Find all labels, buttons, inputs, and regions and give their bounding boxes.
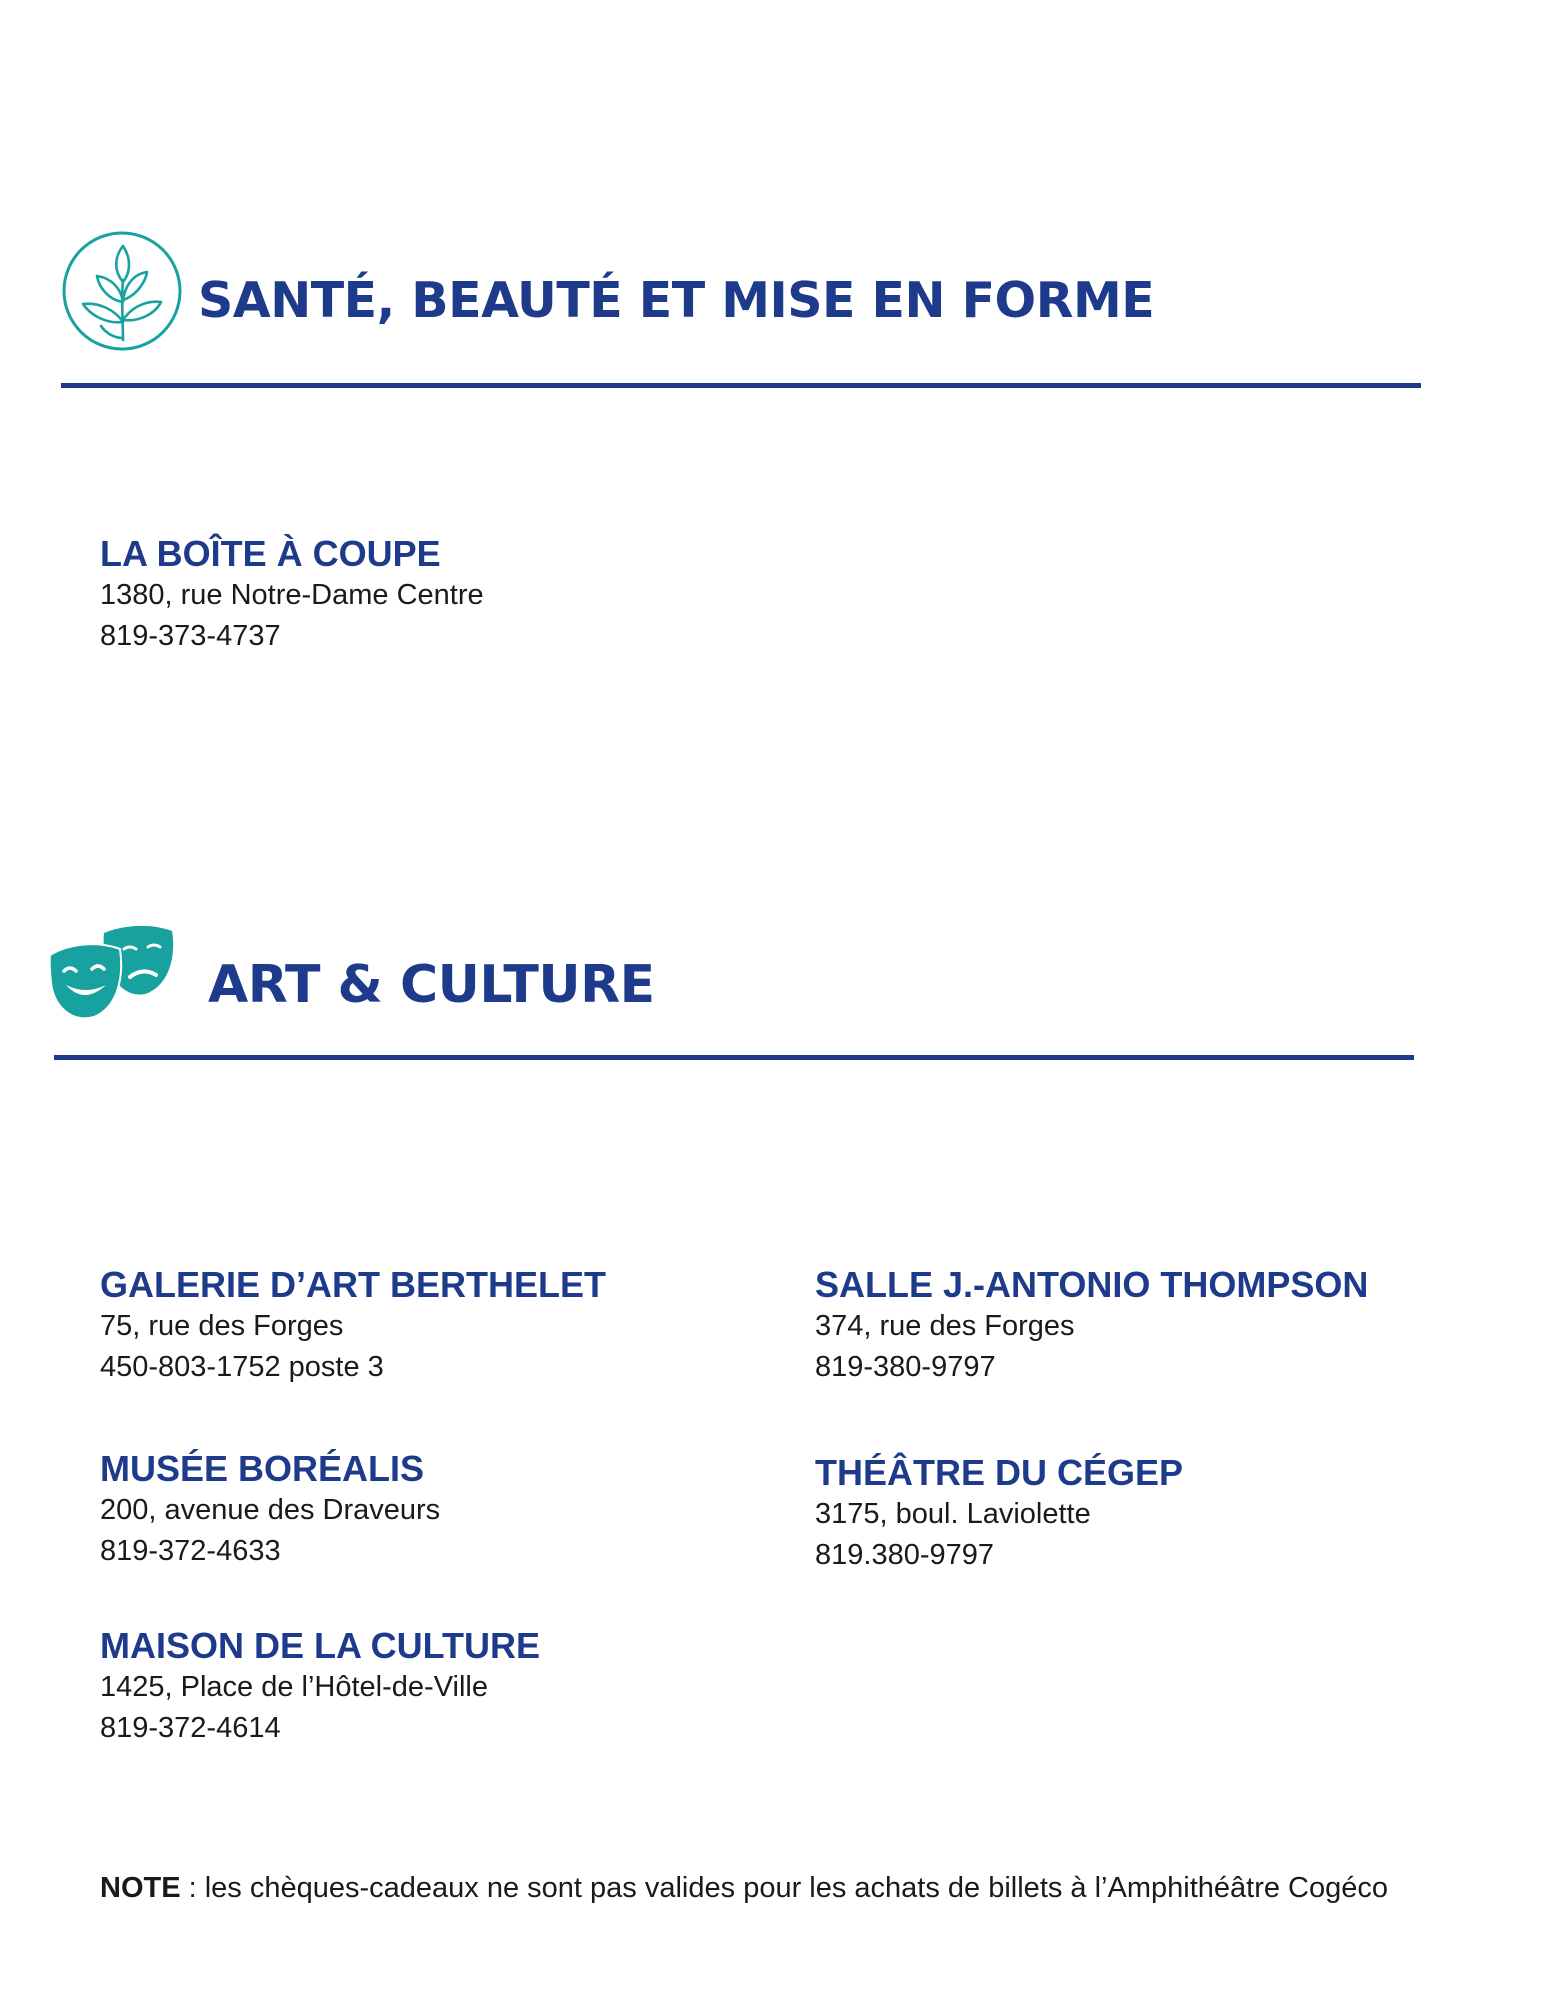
listing-galerie-dart-berthelet [100, 1264, 606, 1388]
note-text: : les chèques-cadeaux ne sont pas valides pour les achats de billets à l’Amphithéâtre Cogéco [180, 1872, 1388, 1904]
listing-theatre-du-cegep [815, 1452, 1183, 1576]
listing-name: MUSÉE BORÉALIS [100, 1448, 425, 1489]
listing-la-boite-a-coupe [100, 533, 484, 657]
listing-address: 75, rue des Forges [100, 1310, 344, 1342]
listing-name: SALLE J.-ANTONIO THOMPSON [815, 1264, 1369, 1305]
listing-name: GALERIE D’ART BERTHELET [100, 1264, 607, 1305]
listing-name: MAISON DE LA CULTURE [100, 1625, 540, 1666]
listing-address: 1425, Place de l’Hôtel-de-Ville [100, 1671, 488, 1703]
listing-phone: 819-373-4737 [100, 620, 281, 652]
footer-note [100, 1872, 1388, 1905]
listing-maison-de-la-culture [100, 1625, 540, 1749]
leaf-icon [61, 230, 183, 352]
section-divider [61, 383, 1421, 388]
theater-masks-icon [48, 925, 178, 1021]
listing-phone: 819-372-4614 [100, 1712, 281, 1744]
note-label: NOTE [100, 1872, 181, 1904]
listing-name: THÉÂTRE DU CÉGEP [815, 1452, 1184, 1493]
listing-phone: 819.380-9797 [815, 1539, 994, 1571]
listing-address: 3175, boul. Laviolette [815, 1498, 1091, 1530]
listing-musee-borealis [100, 1448, 440, 1572]
section-title-sante: SANTÉ, BEAUTÉ ET MISE EN FORME [198, 272, 1155, 329]
listing-address: 1380, rue Notre-Dame Centre [100, 579, 484, 611]
section-divider [54, 1055, 1414, 1060]
listing-name: LA BOÎTE À COUPE [100, 533, 441, 574]
listing-address: 374, rue des Forges [815, 1310, 1075, 1342]
listing-phone: 819-372-4633 [100, 1535, 281, 1567]
listing-salle-j-antonio-thompson [815, 1264, 1368, 1388]
listing-phone: 819-380-9797 [815, 1351, 996, 1383]
section-title-art-culture: ART & CULTURE [208, 955, 655, 1015]
listing-address: 200, avenue des Draveurs [100, 1494, 441, 1526]
listing-phone: 450-803-1752 poste 3 [100, 1351, 384, 1383]
